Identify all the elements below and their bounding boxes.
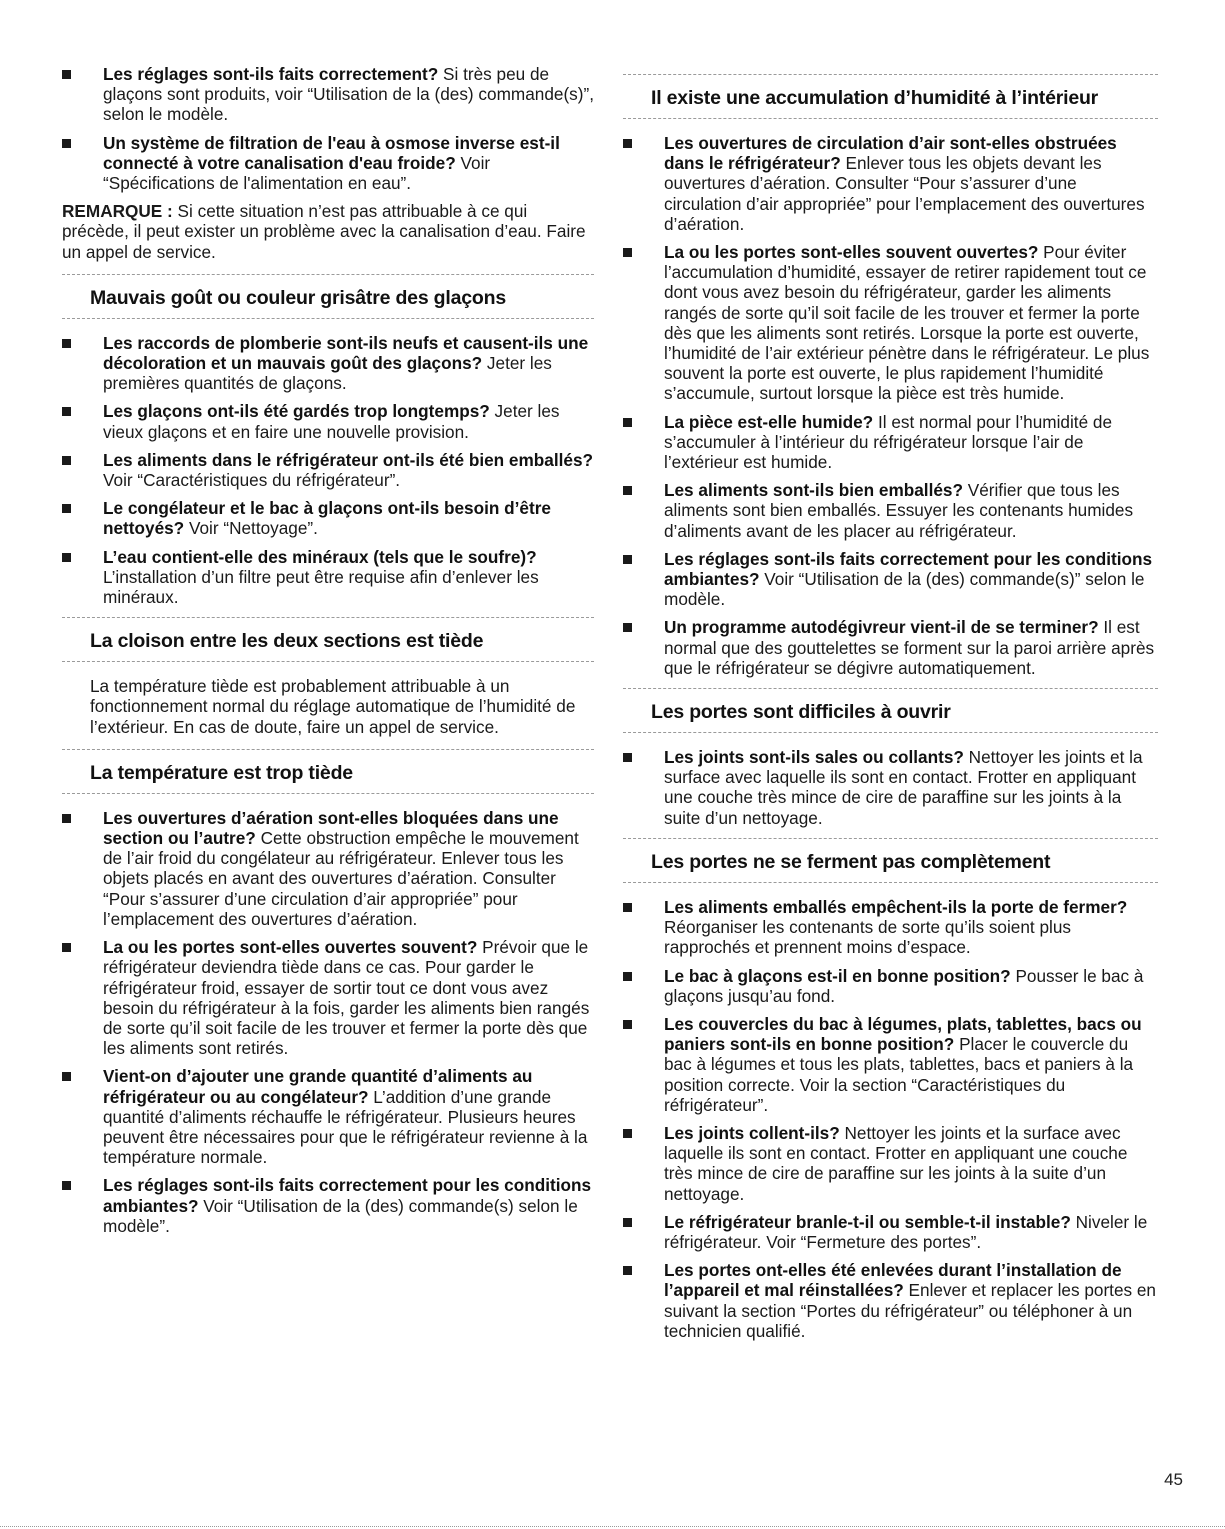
item-answer: Voir “Utilisation de la (des) commande(s) selon le modèle”. (103, 1195, 578, 1236)
list-item (62, 937, 594, 1058)
list-item (62, 401, 594, 441)
section-heading (62, 617, 594, 662)
item-answer: Il est normal pour l’humidité de s’accumuler à l’intérieur du réfrigérateur lorsque l’air de l’extérieur est humide. (664, 411, 1113, 473)
section-title: Les portes ne se ferment pas complètement (651, 850, 1051, 873)
item-answer: Cette obstruction empêche le mouvement de l’air froid du congélateur au réfrigérateur. Enlever tous les objets placés en avant des ouvertures d’aération. Consulter “Pour s’assurer d’une circulation d’air appropriée” pour l’emplacement des ouvertures d’aération. (103, 828, 579, 929)
bullet-icon (62, 407, 71, 416)
bullet-icon (62, 814, 71, 823)
item-answer: Enlever et replacer les portes en suivant la section “Portes du réfrigérateur” ou téléphoner à un technicien qualifié. (664, 1280, 1156, 1341)
item-answer: L’addition d’une grande quantité d’aliments réchauffe le réfrigérateur. Plusieurs heures peuvent être nécessaires pour que le réfrigérateur revienne à la température normale. (103, 1086, 588, 1168)
bullet-icon (623, 555, 632, 564)
bullet-icon (62, 1181, 71, 1190)
section-paragraph: La température tiède est probablement attribuable à un fonctionnement normal du réglage automatique de l’humidité de l’extérieur. En cas de doute, faire un appel de service. (90, 676, 576, 737)
bullet-icon (62, 339, 71, 348)
bullet-icon (623, 1020, 632, 1029)
list-item (623, 1123, 1158, 1204)
list-item (623, 747, 1158, 828)
item-question: La pièce est-elle humide? (664, 411, 874, 432)
item-question: L’eau contient-elle des minéraux (tels que le soufre)? (103, 546, 537, 567)
section-title: Les portes sont difficiles à ouvrir (651, 701, 951, 724)
item-question: Un système de filtration de l'eau à osmose inverse est-il connecté à votre canalisation d'eau froide? (103, 132, 560, 173)
list-item (62, 64, 594, 125)
item-answer: Il est normal que des gouttelettes se forment sur la paroi arrière après que le réfrigérateur se dégivre automatiquement. (664, 617, 1155, 678)
bullet-icon (623, 903, 632, 912)
list-item (62, 498, 594, 538)
list-item (623, 1014, 1158, 1115)
item-question: Les aliments emballés empêchent-ils la porte de fermer? (664, 896, 1128, 917)
item-question: Les réglages sont-ils faits correctement? (103, 64, 439, 84)
item-answer: L’installation d’un filtre peut être requise afin d’enlever les minéraux. (103, 566, 539, 608)
item-answer: Voir “Utilisation de la (des) commande(s)” selon le modèle. (664, 569, 1145, 610)
item-question: Les aliments dans le réfrigérateur ont-ils été bien emballés? (103, 449, 594, 470)
list-item (62, 1175, 594, 1236)
bullet-icon (623, 1129, 632, 1138)
bottom-divider (0, 1526, 1225, 1527)
item-question: Vient-on d’ajouter une grande quantité d’aliments au réfrigérateur ou au congélateur? (103, 1066, 533, 1107)
list-item (623, 480, 1158, 541)
item-question: La ou les portes sont-elles souvent ouvertes? (664, 242, 1039, 263)
item-answer: Voir “Spécifications de l'alimentation en eau”. (103, 152, 491, 194)
bullet-icon (62, 456, 71, 465)
right-column (623, 74, 1158, 1349)
list-item (623, 242, 1158, 404)
item-question: Les couvercles du bac à légumes, plats, tablettes, bacs ou paniers sont-ils en bonne position? (664, 1013, 1142, 1055)
section-heading (62, 274, 594, 319)
list-item (623, 1212, 1158, 1252)
remarque-note (62, 201, 594, 262)
item-answer: Voir “Caractéristiques du réfrigérateur”. (103, 470, 401, 491)
item-answer: Nettoyer les joints et la surface avec laquelle ils sont en contact. Frotter en appliquant une couche très mince de cire de paraffine sur les joints à la suite d’un nettoyage. (664, 1122, 1128, 1204)
bullet-icon (62, 1072, 71, 1081)
list-item (62, 450, 594, 490)
bullet-icon (623, 623, 632, 632)
item-question: Les raccords de plomberie sont-ils neufs et causent-ils une décoloration et un mauvais goût des glaçons? (103, 332, 589, 374)
item-answer: Si très peu de glaçons sont produits, voir “Utilisation de la (des) commande(s)”, selon le modèle. (103, 64, 594, 125)
item-question: Les joints sont-ils sales ou collants? (664, 747, 964, 768)
bullet-icon (623, 972, 632, 981)
bullet-icon (623, 418, 632, 427)
list-item (62, 547, 594, 608)
item-answer: Placer le couvercle du bac à légumes et tous les plats, tablettes, bacs et paniers à la position correcte. Voir la section “Caractéristiques du réfrigérateur”. (664, 1034, 1134, 1115)
item-answer: Jeter les premières quantités de glaçons. (103, 353, 552, 394)
list-item (623, 549, 1158, 610)
bullet-icon (623, 1218, 632, 1227)
item-question: Les réglages sont-ils faits correctement pour les conditions ambiantes? (664, 548, 1153, 590)
section-title: Il existe une accumulation d’humidité à l’intérieur (651, 87, 1099, 109)
item-question: Les glaçons ont-ils été gardés trop longtemps? (103, 401, 490, 422)
bullet-icon (623, 486, 632, 495)
item-question: Le congélateur et le bac à glaçons ont-ils besoin d’être nettoyés? (103, 498, 551, 539)
list-item (623, 133, 1158, 234)
list-item (62, 133, 594, 194)
list-item (623, 412, 1158, 473)
list-item (623, 1260, 1158, 1341)
list-item (623, 617, 1158, 678)
item-question: Le bac à glaçons est-il en bonne position? (664, 965, 1011, 986)
item-question: Les réglages sont-ils faits correctement pour les conditions ambiantes? (103, 1175, 592, 1216)
page-number: 45 (1164, 1470, 1183, 1489)
left-column (62, 64, 594, 1244)
list-item (62, 808, 594, 929)
item-answer: Voir “Nettoyage”. (184, 518, 318, 539)
section-title: La cloison entre les deux sections est tiède (90, 630, 484, 653)
list-item (62, 333, 594, 394)
bullet-icon (62, 70, 71, 79)
item-answer: Pour éviter l’accumulation d’humidité, essayer de retirer rapidement tout ce dont vous avez besoin du réfrigérateur, garder les aliments rangés de sorte qu’il soit facile de les trouver et fermer la porte dès que les aliments sont retirés. Lorsque la porte est ouverte, l’humidité de l’air extérieur pénètre dans le réfrigérateur. Le plus souvent la porte est ouverte, le plus rapidement l’humidité s’accumule, surtout lorsque la pièce est très humide. (664, 242, 1150, 404)
item-answer: Pousser le bac à glaçons jusqu’au fond. (664, 965, 1144, 1006)
item-question: Les portes ont-elles été enlevées durant l’installation de l’appareil et mal réinstallées? (664, 1260, 1122, 1301)
item-answer: Réorganiser les contenants de sorte qu’ils soient plus rapprochés et prennent moins d’espace. (664, 917, 1072, 958)
item-question: Les joints collent-ils? (664, 1122, 840, 1143)
bullet-icon (62, 553, 71, 562)
item-answer: Niveler le réfrigérateur. Voir “Fermeture des portes”. (664, 1211, 1148, 1252)
bullet-icon (623, 139, 632, 148)
list-item (623, 897, 1158, 958)
item-answer: Nettoyer les joints et la surface avec laquelle ils sont en contact. Frotter en appliquant une couche très mince de cire de paraffine sur les joints à la suite d’un nettoyage. (664, 747, 1143, 828)
item-answer: Vérifier que tous les aliments sont bien emballés. Essuyer les contenants humides d’aliments avant de les placer au réfrigérateur. (664, 480, 1134, 541)
section-title: La température est trop tiède (90, 761, 353, 784)
item-question: Un programme autodégivreur vient-il de se terminer? (664, 617, 1099, 638)
item-question: Les aliments sont-ils bien emballés? (664, 480, 963, 501)
remarque-label: REMARQUE : (62, 201, 173, 222)
item-answer: Enlever tous les objets devant les ouvertures d’aération. Consulter “Pour s’assurer d’une circulation d’air appropriée” pour l’emplacement des ouvertures d’aération. (664, 153, 1145, 234)
section-heading (62, 749, 594, 794)
section-heading (623, 838, 1158, 883)
section-heading (623, 688, 1158, 733)
item-answer: Jeter les vieux glaçons et en faire une nouvelle provision. (103, 401, 560, 442)
section-title: Mauvais goût ou couleur grisâtre des glaçons (90, 286, 506, 309)
bullet-icon (62, 504, 71, 513)
list-item (623, 966, 1158, 1006)
bullet-icon (623, 1266, 632, 1275)
item-question: Le réfrigérateur branle-t-il ou semble-t-il instable? (664, 1211, 1071, 1232)
list-item (62, 1066, 594, 1167)
item-question: Les ouvertures d’aération sont-elles bloquées dans une section ou l’autre? (103, 807, 559, 849)
bullet-icon (62, 139, 71, 148)
item-question: Les ouvertures de circulation d’air sont-elles obstruées dans le réfrigérateur? (664, 133, 1117, 174)
bullet-icon (623, 753, 632, 762)
bullet-icon (623, 248, 632, 257)
bullet-icon (62, 943, 71, 952)
section-heading (623, 74, 1158, 119)
item-question: La ou les portes sont-elles ouvertes souvent? (103, 937, 478, 958)
item-answer: Prévoir que le réfrigérateur deviendra tiède dans ce cas. Pour garder le réfrigérateur froid, essayer de sortir tout ce dont vous avez besoin du réfrigérateur à la fois, garder les aliments bien rangés de sorte qu’il soit facile de les trouver et fermer la porte dès que les aliments sont retirés. (103, 937, 590, 1059)
remarque-text: Si cette situation n’est pas attribuable à ce qui précède, il peut exister un problème avec la canalisation d’eau. Faire un appel de service. (62, 201, 586, 262)
